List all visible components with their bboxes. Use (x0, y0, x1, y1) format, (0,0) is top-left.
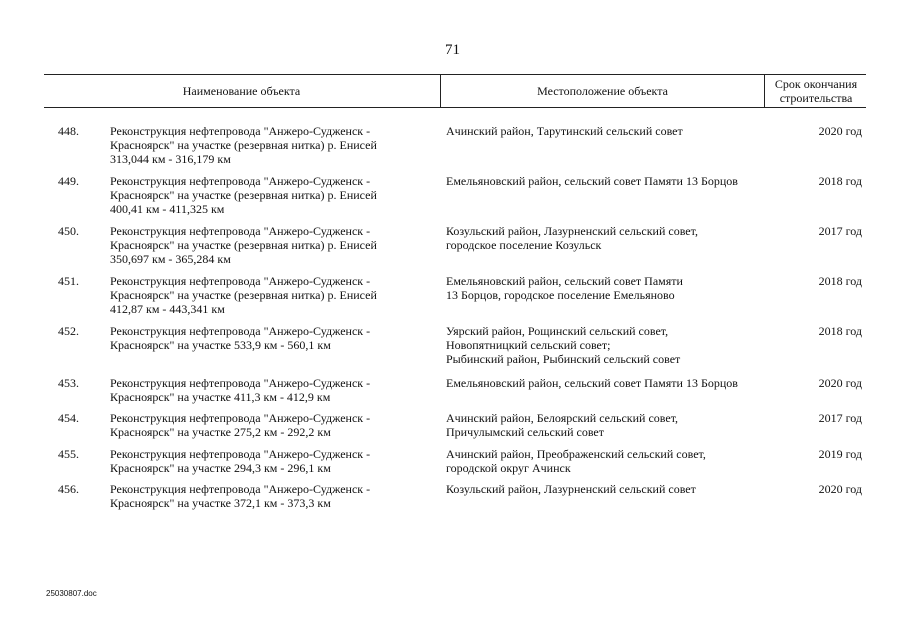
row-number: 454. (58, 411, 79, 425)
row-term: 2020 год (818, 482, 862, 496)
header-name: Наименование объекта (182, 84, 301, 98)
page-number: 71 (445, 42, 460, 58)
row-term: 2017 год (818, 411, 862, 425)
row-number: 450. (58, 224, 79, 238)
row-object-name: Реконструкция нефтепровода "Анжеро-Судженск - Красноярск" на участке 275,2 км - 292,2 км (110, 411, 371, 439)
document-file-code: 25030807.doc (46, 589, 97, 598)
row-location: Ачинский район, Белоярский сельский совет, Причулымский сельский совет (446, 411, 679, 439)
header-location: Местоположение объекта (440, 75, 764, 107)
row-location: Уярский район, Рощинский сельский совет, Новопятницкий сельский совет; Рыбинский район, Рыбинский сельский совет (446, 324, 681, 366)
row-number: 449. (58, 174, 79, 188)
row-term: 2019 год (818, 447, 862, 461)
row-location: Емельяновский район, сельский совет Памяти 13 Борцов (446, 174, 738, 188)
objects-table (44, 74, 866, 510)
row-number: 451. (58, 274, 79, 288)
row-location: Ачинский район, Тарутинский сельский совет (446, 124, 683, 138)
header-term: Срок окончания строительства (764, 75, 867, 107)
table-header (44, 74, 866, 108)
row-number: 453. (58, 376, 79, 390)
row-object-name: Реконструкция нефтепровода "Анжеро-Судженск - Красноярск" на участке 533,9 км - 560,1 км (110, 324, 371, 352)
row-number: 456. (58, 482, 79, 496)
row-term: 2018 год (818, 174, 862, 188)
row-location: Емельяновский район, сельский совет Памяти 13 Борцов (446, 376, 738, 390)
row-object-name: Реконструкция нефтепровода "Анжеро-Судженск - Красноярск" на участке (резервная нитка) р. Енисей 400,41 км - 411,325 км (110, 174, 377, 216)
row-object-name: Реконструкция нефтепровода "Анжеро-Судженск - Красноярск" на участке 294,3 км - 296,1 км (110, 447, 371, 475)
row-object-name: Реконструкция нефтепровода "Анжеро-Судженск - Красноярск" на участке (резервная нитка) р. Енисей 412,87 км - 443,341 км (110, 274, 377, 316)
row-object-name: Реконструкция нефтепровода "Анжеро-Судженск - Красноярск" на участке (резервная нитка) р. Енисей 313,044 км - 316,179 км (110, 124, 377, 166)
row-term: 2020 год (818, 376, 862, 390)
row-object-name: Реконструкция нефтепровода "Анжеро-Судженск - Красноярск" на участке 372,1 км - 373,3 км (110, 482, 371, 510)
row-location: Козульский район, Лазурненский сельский совет (446, 482, 696, 496)
row-term: 2018 год (818, 324, 862, 338)
row-location: Ачинский район, Преображенский сельский совет, городской округ Ачинск (446, 447, 706, 475)
row-number: 452. (58, 324, 79, 338)
row-number: 455. (58, 447, 79, 461)
row-term: 2018 год (818, 274, 862, 288)
row-location: Емельяновский район, сельский совет Памяти 13 Борцов, городское поселение Емельяново (446, 274, 683, 302)
row-object-name: Реконструкция нефтепровода "Анжеро-Судженск - Красноярск" на участке (резервная нитка) р. Енисей 350,697 км - 365,284 км (110, 224, 377, 266)
row-term: 2020 год (818, 124, 862, 138)
row-location: Козульский район, Лазурненский сельский совет, городское поселение Козульск (446, 224, 698, 252)
row-term: 2017 год (818, 224, 862, 238)
row-object-name: Реконструкция нефтепровода "Анжеро-Судженск - Красноярск" на участке 411,3 км - 412,9 км (110, 376, 371, 404)
row-number: 448. (58, 124, 79, 138)
